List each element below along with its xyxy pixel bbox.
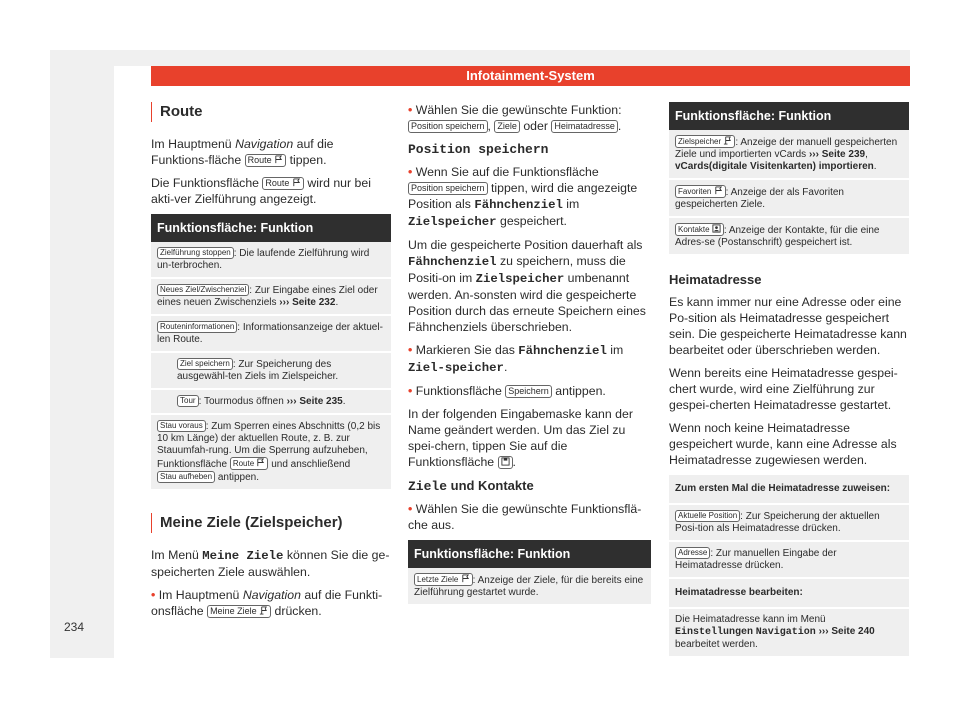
ziele-button: Ziele bbox=[494, 120, 520, 133]
manual-page bbox=[114, 66, 910, 658]
table-header: Funktionsfläche: Funktion bbox=[408, 540, 651, 568]
column-middle bbox=[408, 102, 651, 616]
column-right bbox=[669, 102, 909, 668]
paragraph-dauerhaft: Um die gespeicherte Position dauerhaft als Fähnchenziel zu speichern, muss die Positi-on im Zielspeicher umbenannt werden. An-sonsten wird die gespeicherte Position durch das erneute Speichern eines Fähnchenziels überschrieben. bbox=[408, 238, 646, 334]
speichern-button: Speichern bbox=[505, 385, 552, 398]
heimatadresse-paragraph-2: Wenn bereits eine Heimatadresse gespei-chert wurde, wird eine Zielführung zur gespei-cherten Heimatadresse gestartet. bbox=[669, 366, 898, 412]
meine-ziele-heading: Meine Ziele (Zielspeicher) bbox=[151, 513, 391, 533]
paragraph-eingabemaske: In der folgenden Eingabemaske kann der Name geändert werden. Um das Ziel zu spei-chern, tippen Sie auf die Funktionsfläche . bbox=[408, 407, 633, 469]
bullet-icon: • bbox=[408, 384, 413, 398]
save-icon-button bbox=[498, 456, 513, 469]
table-header: Funktionsfläche: Funktion bbox=[669, 102, 909, 130]
flag-icon bbox=[292, 178, 301, 187]
route-heading: Route bbox=[151, 102, 391, 122]
page-reference: ››› Seite 232 bbox=[279, 297, 336, 308]
kontakte-button: Kontakte bbox=[675, 223, 724, 236]
ziele-kontakte-heading: Ziele und Kontakte bbox=[408, 478, 534, 494]
route-button: Route bbox=[230, 457, 269, 470]
page-reference: ››› Seite 240 bbox=[815, 626, 875, 637]
flag-icon bbox=[274, 155, 283, 164]
favoriten-button: Favoriten bbox=[675, 185, 726, 198]
save-icon bbox=[501, 457, 510, 466]
page-reference: vCards(digitale Visitenkarten) importieren bbox=[675, 161, 874, 172]
meine-ziele-button: Meine Ziele bbox=[207, 605, 271, 618]
zielspeicher-button: Zielspeicher bbox=[675, 135, 735, 148]
position-speichern-heading: Position speichern bbox=[408, 142, 549, 157]
route-function-table bbox=[151, 214, 391, 491]
zielfuehrung-stoppen-button: Zielführung stoppen bbox=[157, 247, 234, 259]
table-row: Adresse : Zur manuellen Eingabe der Heimatadresse drücken. bbox=[669, 542, 909, 579]
routeninformationen-button: Routeninformationen bbox=[157, 321, 237, 333]
section-header: Infotainment-System bbox=[151, 66, 910, 86]
table-subheader: Zum ersten Mal die Heimatadresse zuweisen: bbox=[669, 475, 909, 505]
route-button: Route bbox=[262, 177, 304, 190]
heimatadresse-table bbox=[669, 475, 909, 658]
neues-ziel-button: Neues Ziel/Zwischenziel bbox=[157, 284, 249, 296]
tour-button: Tour bbox=[177, 395, 199, 407]
table-row: Zielführung stoppen : Die laufende Zielführung wird un-terbrochen. bbox=[151, 242, 391, 279]
heimatadresse-paragraph-1: Es kann immer nur eine Adresse oder eine Po-sition als Heimatadresse gespeichert sein. Die gespeicherte Heimatadresse kann bearbeitet oder überschrieben werden. bbox=[669, 295, 907, 357]
meine-ziele-step: • Im Hauptmenü Navigation auf die Funkti-onsfläche Meine Ziele drücken. bbox=[151, 588, 383, 618]
column-left bbox=[151, 102, 391, 626]
step-select-function: • Wählen Sie die gewünschte Funktion: Position speichern , Ziele oder Heimatadresse . bbox=[408, 103, 622, 133]
meine-ziele-paragraph: Im Menü Meine Ziele können Sie die ge-speicherten Ziele auswählen. bbox=[151, 548, 390, 579]
table-row: Stau voraus : Zum Sperren eines Abschnitts (0,2 bis 10 km Länge) der aktuellen Route, z. B. zur Stauumfah-rung. Um die Sperrung aufzuheben, Funktionsfläche Route und anschließend Stau aufheben antippen. bbox=[151, 415, 391, 491]
page-reference: ››› Seite 239 bbox=[808, 149, 866, 160]
table-row: Tour : Tourmodus öffnen ››› Seite 235. bbox=[151, 390, 391, 415]
table-row: Kontakte : Anzeige der Kontakte, für die eine Adres-se (Postanschrift) gespeichert ist. bbox=[669, 218, 909, 256]
stau-aufheben-button: Stau aufheben bbox=[157, 471, 215, 483]
stau-voraus-button: Stau voraus bbox=[157, 420, 206, 432]
heimatadresse-button: Heimatadresse bbox=[551, 120, 618, 133]
table-row: Routeninformationen : Informationsanzeige der aktuel-len Route. bbox=[151, 316, 391, 353]
bullet-icon: • bbox=[408, 103, 413, 117]
aktuelle-position-button: Aktuelle Position bbox=[675, 510, 740, 522]
ziele-function-table bbox=[408, 540, 651, 606]
bullet-icon: • bbox=[151, 588, 156, 602]
ziele-list-table bbox=[669, 102, 909, 256]
table-row: Letzte Ziele : Anzeige der Ziele, für die bereits eine Zielführung gestartet wurde. bbox=[408, 568, 651, 606]
route-paragraph-1: Im Hauptmenü Navigation auf die Funktions-fläche Route tippen. bbox=[151, 137, 334, 167]
position-speichern-button: Position speichern bbox=[408, 120, 488, 133]
table-row: Favoriten : Anzeige der als Favoriten gespeicherten Ziele. bbox=[669, 180, 909, 218]
adresse-button: Adresse bbox=[675, 547, 710, 559]
route-button: Route bbox=[245, 154, 287, 167]
bullet-icon: • bbox=[408, 502, 413, 516]
ziel-speichern-button: Ziel speichern bbox=[177, 358, 233, 370]
bullet-icon: • bbox=[408, 343, 413, 357]
route-paragraph-2: Die Funktionsfläche Route wird nur bei akti-ver Zielführung angezeigt. bbox=[151, 176, 371, 206]
step-position-speichern: • Wenn Sie auf die Funktionsfläche Position speichern tippen, wird die angezeigte Position als Fähnchenziel im Zielspeicher gespeichert. bbox=[408, 165, 638, 229]
heimatadresse-heading: Heimatadresse bbox=[669, 272, 762, 287]
contact-icon bbox=[712, 224, 721, 233]
table-header: Funktionsfläche: Funktion bbox=[151, 214, 391, 242]
flag-icon bbox=[256, 458, 265, 467]
page-reference: ››› Seite 235 bbox=[286, 396, 343, 407]
step-markieren: • Markieren Sie das Fähnchenziel im Ziel-speicher. bbox=[408, 343, 624, 375]
star-flag-icon bbox=[714, 186, 723, 195]
heimatadresse-paragraph-3: Wenn noch keine Heimatadresse gespeichert wurde, kann eine Adresse als Heimatadresse zugewiesen werden. bbox=[669, 421, 897, 467]
table-subheader: Heimatadresse bearbeiten: bbox=[669, 579, 909, 609]
pin-flag-icon bbox=[723, 136, 732, 145]
pin-flag-icon bbox=[259, 606, 268, 615]
table-row: Zielspeicher : Anzeige der manuell gespeicherten Ziele und importierten vCards ››› Seite 239, vCards(digitale Visitenkarten) importieren. bbox=[669, 130, 909, 180]
table-row: Aktuelle Position : Zur Speicherung der aktuellen Posi-tion als Heimatadresse drücken. bbox=[669, 505, 909, 542]
bullet-icon: • bbox=[408, 165, 413, 179]
flag-icon bbox=[461, 574, 470, 583]
position-speichern-button: Position speichern bbox=[408, 182, 488, 195]
letzte-ziele-button: Letzte Ziele bbox=[414, 573, 473, 586]
step-speichern: • Funktionsfläche Speichern antippen. bbox=[408, 384, 606, 398]
page-frame bbox=[50, 50, 910, 658]
table-row: Neues Ziel/Zwischenziel : Zur Eingabe eines Ziel oder eines neuen Zwischenziels ››› Seite 232. bbox=[151, 279, 391, 316]
step-choose: • Wählen Sie die gewünschte Funktionsflä-che aus. bbox=[408, 502, 642, 532]
table-row: Die Heimatadresse kann im Menü Einstellungen Navigation ››› Seite 240 bearbeitet werden. bbox=[669, 609, 909, 658]
table-row: Ziel speichern : Zur Speicherung des ausgewähl-ten Ziels im Zielspeicher. bbox=[151, 353, 391, 390]
page-number: 234 bbox=[64, 620, 85, 634]
